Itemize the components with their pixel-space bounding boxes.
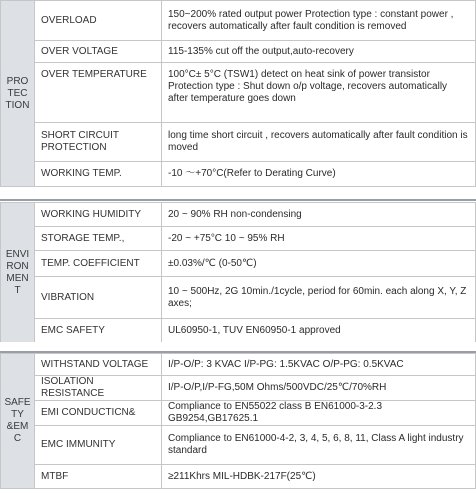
row-value: Compliance to EN55022 class B EN61000-3-2.3 GB9254,GB17625.1 — [162, 401, 476, 426]
category-label — [1, 203, 35, 343]
category-line: C — [13, 433, 22, 444]
table-row — [1, 319, 476, 343]
category-label — [1, 354, 35, 489]
row-value: 100°C± 5°C (TSW1) detect on heat sink of power transistor Protection type : Shut down o/p voltage, recovers automatically after temperature goes down — [162, 63, 476, 123]
row-label: OVER VOLTAGE — [35, 41, 162, 63]
table-row — [1, 426, 476, 465]
row-label: VIBRATION — [35, 277, 162, 319]
row-value: 115-135% cut off the output,auto-recovery — [162, 41, 476, 63]
row-label: EMC IMMUNITY — [35, 426, 162, 465]
row-value: 150~200% rated output power Protection type : constant power , recovers automatically after fault condition is removed — [162, 1, 476, 41]
category-line: PRO — [6, 75, 29, 87]
row-value: 10 ~ 500Hz, 2G 10min./1cycle, period for 60min. each along X, Y, Z axes; — [162, 277, 476, 319]
category-line: RON — [6, 260, 29, 272]
row-label: OVER TEMPERATURE — [35, 63, 162, 123]
row-label: SHORT CIRCUIT PROTECTION — [35, 123, 162, 162]
row-label: ISOLATION RESISTANCE — [35, 376, 162, 401]
row-value: 20 ~ 90% RH non-condensing — [162, 203, 476, 227]
row-value: I/P-O/P,I/P-FG,50M Ohms/500VDC/25℃/70%RH — [162, 376, 476, 401]
protection-table — [0, 0, 476, 187]
table-row — [1, 41, 476, 63]
safety-emc-table — [0, 353, 476, 489]
table-row — [1, 354, 476, 376]
table-row — [1, 203, 476, 227]
row-label: STORAGE TEMP., — [35, 227, 162, 251]
row-value: -10 ～+70°C(Refer to Derating Curve) — [162, 162, 476, 187]
category-line: SAFE — [4, 397, 31, 408]
category-line: T — [14, 284, 21, 296]
category-line: ENVI — [5, 248, 30, 260]
row-label: OVERLOAD — [35, 1, 162, 41]
row-value: long time short circuit , recovers automatically after fault condition is moved — [162, 123, 476, 162]
table-row — [1, 465, 476, 489]
table-row — [1, 277, 476, 319]
category-line: TY — [11, 409, 24, 420]
table-row — [1, 1, 476, 41]
category-line: MEN — [6, 272, 29, 284]
row-label: MTBF — [35, 465, 162, 489]
table-row — [1, 401, 476, 426]
row-label: EMI CONDUCTICN& — [35, 401, 162, 426]
category-line: &EM — [6, 421, 29, 432]
table-row — [1, 63, 476, 123]
table-row — [1, 227, 476, 251]
category-label — [1, 1, 35, 187]
row-value: I/P-O/P: 3 KVAC I/P-PG: 1.5KVAC O/P-PG: 0.5KVAC — [162, 354, 476, 376]
category-line: TEC — [7, 87, 28, 99]
row-label: TEMP. COEFFICIENT — [35, 251, 162, 277]
section-divider — [0, 199, 476, 201]
category-line: TION — [5, 99, 30, 111]
row-value: Compliance to EN61000-4-2, 3, 4, 5, 6, 8, 11, Class A light industry standard — [162, 426, 476, 465]
row-label: WORKING HUMIDITY — [35, 203, 162, 227]
table-row — [1, 162, 476, 187]
table-row — [1, 251, 476, 277]
row-label: WITHSTAND VOLTAGE — [35, 354, 162, 376]
row-label: EMC SAFETY — [35, 319, 162, 343]
table-row — [1, 123, 476, 162]
row-value: ±0.03%/℃ (0-50℃) — [162, 251, 476, 277]
table-row — [1, 376, 476, 401]
row-label: WORKING TEMP. — [35, 162, 162, 187]
row-value: ≥211Khrs MIL-HDBK-217F(25℃) — [162, 465, 476, 489]
section-gap — [0, 187, 476, 197]
environment-table — [0, 202, 476, 343]
row-value: UL60950-1, TUV EN60950-1 approved — [162, 319, 476, 343]
row-value: -20 ~ +75°C 10 ~ 95% RH — [162, 227, 476, 251]
